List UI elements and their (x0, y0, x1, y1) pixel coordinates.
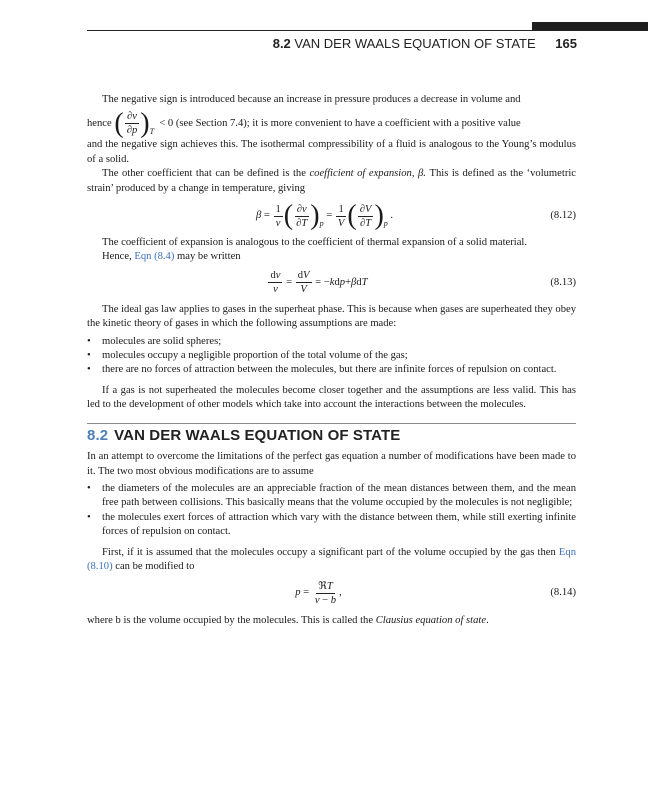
section-divider (87, 423, 576, 424)
list-item: • the diameters of the molecules are an appreciable fraction of the mean distances between them, and the mean free path between collisions. This basically means that the volume occupied by the molecules is not negligible; (102, 482, 576, 511)
paragraph-coefficient-expansion: The other coefficient that can be defined is the coefficient of expansion, β. This is defined as the ‘volumetric strain’ produced by a change in temperature, giving (87, 168, 576, 194)
list-item: • molecules occupy a negligible proportion of the total volume of the gas; (102, 349, 576, 363)
link-eqn-8-10[interactable]: Eqn (8.10) (87, 546, 576, 572)
paragraph-compressibility: and the negative sign achieves this. The isothermal compressibility of a fluid is analogous to the Young’s modulus of a solid. (87, 139, 576, 165)
term-coefficient-of-expansion: coefficient of expansion, β. (309, 168, 426, 180)
list-item: • there are no forces of attraction between the molecules, but there are infinite forces of repulsion on contact. (102, 363, 576, 377)
header-rule (87, 30, 648, 31)
section-heading (87, 426, 576, 444)
paragraph-section-intro: In an attempt to overcome the limitations of the perfect gas equation a number of modifications have been made to it. The two most obvious modifications are to assume (87, 451, 576, 477)
partial-v-over-partial-p: $\frac{\partial v}{\partial p}$ (126, 111, 138, 137)
paragraph-clausius: where b is the volume occupied by the molecules. This is called the Clausius equation of state. (87, 615, 489, 627)
paragraph-ideal-gas: The ideal gas law applies to gases in the superheat phase. This is because when gases are superheated they obey the kinetic theory of gases in which the following assumptions are made: (87, 303, 577, 330)
list-item: • molecules are solid spheres; (102, 335, 576, 349)
equation-number-8-14: (8.14) (550, 587, 576, 599)
equation-8-13: $\frac{dv}{v}$ = $\frac{dV}{V}$ = − k d p + β d T (8.13) (270, 270, 576, 296)
paragraph-hence-eqn: Hence, Eqn (8.4) may be written (102, 251, 241, 263)
hence-word: hence (87, 117, 112, 129)
hence-tail: < 0 (see Section 7.4); it is more convenient to have a coefficient with a positive value (159, 117, 521, 129)
hence-line: hence ( $\frac{\partial v}{\partial p}$ ) T < 0 (see Section 7.4); it is more convenient to have a coefficient with a positive value (87, 107, 521, 139)
list-item: • the molecules exert forces of attraction which vary with the distance between them, while still exerting infinite forces of repulsion on contact. (102, 511, 576, 540)
paragraph-not-superheated: If a gas is not superheated the molecules become closer together and the assumptions are less valid. This has led to the development of other models which take into account the interactions between the molecules. (87, 384, 576, 411)
section-number: 8.2 (87, 426, 109, 444)
link-eqn-8-4[interactable]: Eqn (8.4) (134, 251, 175, 263)
running-head-title: VAN DER WAALS EQUATION OF STATE (294, 36, 536, 51)
paragraph-negative-sign: The negative sign is introduced because an increase in pressure produces a decrease in volume and (102, 94, 521, 105)
equation-number-8-12: (8.12) (550, 209, 576, 221)
term-clausius-equation: Clausius equation of state (375, 615, 487, 627)
section-title: VAN DER WAALS EQUATION OF STATE (114, 426, 401, 444)
modifications-list (87, 482, 576, 540)
page-number: 165 (555, 36, 577, 51)
running-head-section-number: 8.2 (272, 36, 291, 51)
paragraph-first-modification: First, if it is assumed that the molecules occupy a significant part of the volume occupied by the gas then Eqn (8.10) can be modified to (87, 546, 576, 572)
equation-8-14: p = $\frac{\text{ℜT}}{v - b}$ , (8.14) (295, 580, 576, 606)
page-body (87, 93, 576, 629)
running-head (273, 36, 577, 51)
assumptions-list (87, 335, 576, 378)
equation-number-8-13: (8.13) (550, 276, 576, 288)
paragraph-analogous: The coefficient of expansion is analogous to the coefficient of thermal expansion of a solid material. (102, 237, 527, 249)
equation-8-12: β = $\frac{1}{v}$ ( $\frac{\partial v}{\partial T}$ ) p = $\frac{1}{V}$ ( $\frac{\partial V}{\partial T}$ ) p . (8.12) (255, 200, 576, 232)
